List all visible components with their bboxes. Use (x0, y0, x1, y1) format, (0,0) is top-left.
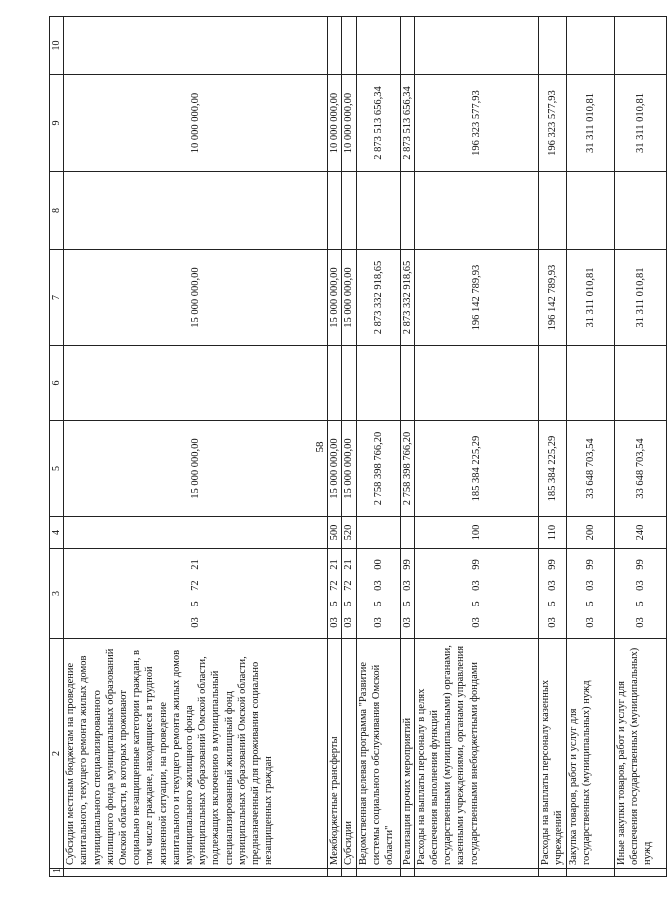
expense-type-code: 240 (614, 517, 666, 549)
row-name: Расходы на выплаты персоналу в целях обеспечения выполнения функций государственными (муниципальными) органами, казенными учреждениями, органами управления государственными внебюджетными фондами (414, 639, 538, 869)
row-index-cell (538, 869, 566, 877)
amount-col-9: 10 000 000,00 (64, 75, 328, 172)
row-index-cell (566, 869, 614, 877)
row-name: Реализация прочих мероприятий (400, 639, 414, 869)
column-number: 8 (50, 172, 64, 250)
amount-col-6 (342, 346, 356, 421)
code-part: 03 (372, 617, 384, 628)
row-index-cell (342, 869, 356, 877)
column-number: 7 (50, 250, 64, 346)
column-number: 9 (50, 75, 64, 172)
target-article-code (566, 549, 614, 639)
column-number: 2 (50, 639, 64, 869)
code-parts (634, 552, 647, 635)
code-part: 99 (470, 559, 482, 570)
column-number: 1 (50, 869, 64, 877)
code-part: 5 (372, 601, 384, 607)
code-parts (584, 552, 597, 635)
amount-col-10 (538, 17, 566, 75)
code-part: 03 (372, 580, 384, 591)
row-name: Иные закупки товаров, работ и услуг для обеспечения государственных (муниципальных) нужд (614, 639, 666, 869)
expense-type-code: 100 (414, 517, 538, 549)
amount-col-5: 15 000 000,00 (64, 421, 328, 517)
code-parts (189, 552, 202, 635)
budget-table (49, 16, 667, 877)
code-part: 21 (190, 559, 202, 570)
code-parts (342, 552, 355, 635)
code-part: 99 (401, 559, 413, 570)
page-number: 58 (314, 441, 326, 453)
amount-col-8 (566, 172, 614, 250)
table-row (400, 17, 414, 877)
row-name: Субсидии (342, 639, 356, 869)
code-part: 03 (634, 617, 646, 628)
amount-col-6 (566, 346, 614, 421)
amount-col-8 (414, 172, 538, 250)
amount-col-7: 196 142 789,93 (414, 250, 538, 346)
expense-type-code (64, 517, 328, 549)
code-part: 21 (343, 559, 355, 570)
amount-col-7: 31 311 010,81 (566, 250, 614, 346)
amount-col-10 (356, 17, 400, 75)
amount-col-10 (414, 17, 538, 75)
amount-col-5: 33 648 703,54 (566, 421, 614, 517)
row-index-cell (64, 869, 328, 877)
target-article-code (538, 549, 566, 639)
amount-col-9: 10 000 000,00 (342, 75, 356, 172)
code-part: 5 (584, 601, 596, 607)
row-name: Расходы на выплаты персоналу казенных учреждений (538, 639, 566, 869)
amount-col-5: 185 384 225,29 (538, 421, 566, 517)
row-index-cell (414, 869, 538, 877)
amount-col-5: 15 000 000,00 (328, 421, 342, 517)
code-part: 5 (329, 601, 341, 607)
column-number: 5 (50, 421, 64, 517)
amount-col-7: 31 311 010,81 (614, 250, 666, 346)
column-number: 4 (50, 517, 64, 549)
code-part: 99 (634, 559, 646, 570)
amount-col-8 (538, 172, 566, 250)
row-name: Закупка товаров, работ и услуг для государственных (муниципальных) нужд (566, 639, 614, 869)
code-part: 03 (401, 617, 413, 628)
amount-col-6 (414, 346, 538, 421)
amount-col-9: 2 873 513 656,34 (356, 75, 400, 172)
amount-col-7: 2 873 332 918,65 (400, 250, 414, 346)
table-row (342, 17, 356, 877)
amount-col-6 (400, 346, 414, 421)
code-part: 03 (470, 580, 482, 591)
column-number: 6 (50, 346, 64, 421)
target-article-code (400, 549, 414, 639)
code-part: 99 (584, 559, 596, 570)
column-number-row (50, 17, 64, 877)
code-parts (372, 552, 385, 635)
row-index-cell (400, 869, 414, 877)
code-part: 03 (190, 617, 202, 628)
code-part: 5 (634, 601, 646, 607)
code-parts (328, 552, 341, 635)
code-part: 03 (584, 617, 596, 628)
amount-col-8 (400, 172, 414, 250)
table-row (328, 17, 342, 877)
row-index-cell (356, 869, 400, 877)
code-part: 5 (470, 601, 482, 607)
amount-col-10 (614, 17, 666, 75)
amount-col-8 (614, 172, 666, 250)
code-part: 03 (546, 617, 558, 628)
column-number: 10 (50, 17, 64, 75)
amount-col-9: 196 323 577,93 (538, 75, 566, 172)
expense-type-code: 110 (538, 517, 566, 549)
amount-col-5: 15 000 000,00 (342, 421, 356, 517)
code-part: 03 (546, 580, 558, 591)
amount-col-7: 15 000 000,00 (64, 250, 328, 346)
amount-col-10 (342, 17, 356, 75)
expense-type-code (400, 517, 414, 549)
rotated-page-content (49, 17, 654, 877)
row-index-cell (614, 869, 666, 877)
code-part: 99 (546, 559, 558, 570)
row-index-cell (328, 869, 342, 877)
target-article-code (614, 549, 666, 639)
amount-col-9: 2 873 513 656,34 (400, 75, 414, 172)
amount-col-9: 31 311 010,81 (566, 75, 614, 172)
expense-type-code: 520 (342, 517, 356, 549)
amount-col-5: 185 384 225,29 (414, 421, 538, 517)
table-row (538, 17, 566, 877)
amount-col-6 (356, 346, 400, 421)
code-part: 00 (372, 559, 384, 570)
code-part: 5 (190, 601, 202, 607)
amount-col-8 (328, 172, 342, 250)
code-part: 03 (329, 617, 341, 628)
code-part: 03 (634, 580, 646, 591)
code-part: 03 (470, 617, 482, 628)
code-part: 5 (401, 601, 413, 607)
target-article-code (414, 549, 538, 639)
amount-col-7: 2 873 332 918,65 (356, 250, 400, 346)
row-name: Ведомственная целевая программа "Развитие системы социального обслуживания Омской области" (356, 639, 400, 869)
amount-col-8 (356, 172, 400, 250)
amount-col-8 (64, 172, 328, 250)
code-parts (401, 552, 414, 635)
row-name: Субсидии местным бюджетам на проведение капитального, текущего ремонта жилых домов муниципального специализированного жилищного фонда муниципальных образований Омской области, в которых проживают социально незащищенные категории граждан, в том числе граждане, находящиеся в трудной жизненной ситуации, на проведение капитального и текущего ремонта жилых домов муниципального жилищного фонда муниципальных образований Омской области, подлежащих включению в муниципальный специализированный жилищный фонд муниципальных образований Омской области, предназначенный для проживания социально незащищенных граждан (64, 639, 328, 869)
amount-col-6 (614, 346, 666, 421)
amount-col-5: 2 758 398 766,20 (356, 421, 400, 517)
amount-col-5: 33 648 703,54 (614, 421, 666, 517)
amount-col-10 (64, 17, 328, 75)
row-name: Межбюджетные трансферты (328, 639, 342, 869)
expense-type-code: 200 (566, 517, 614, 549)
code-part: 03 (584, 580, 596, 591)
amount-col-10 (566, 17, 614, 75)
expense-type-code: 500 (328, 517, 342, 549)
code-part: 72 (343, 580, 355, 591)
table-row (64, 17, 328, 877)
code-parts (546, 552, 559, 635)
table-row (414, 17, 538, 877)
table-row (566, 17, 614, 877)
amount-col-10 (328, 17, 342, 75)
amount-col-8 (342, 172, 356, 250)
code-part: 72 (190, 580, 202, 591)
amount-col-7: 196 142 789,93 (538, 250, 566, 346)
amount-col-9: 10 000 000,00 (328, 75, 342, 172)
amount-col-7: 15 000 000,00 (342, 250, 356, 346)
column-number: 3 (50, 549, 64, 639)
amount-col-10 (400, 17, 414, 75)
target-article-code (342, 549, 356, 639)
code-part: 21 (329, 559, 341, 570)
code-part: 03 (401, 580, 413, 591)
target-article-code (356, 549, 400, 639)
table-row (356, 17, 400, 877)
table-row (614, 17, 666, 877)
amount-col-6 (64, 346, 328, 421)
code-part: 5 (546, 601, 558, 607)
amount-col-6 (538, 346, 566, 421)
amount-col-9: 196 323 577,93 (414, 75, 538, 172)
amount-col-6 (328, 346, 342, 421)
amount-col-5: 2 758 398 766,20 (400, 421, 414, 517)
code-part: 5 (343, 601, 355, 607)
amount-col-9: 31 311 010,81 (614, 75, 666, 172)
expense-type-code (356, 517, 400, 549)
code-parts (470, 552, 483, 635)
code-part: 03 (343, 617, 355, 628)
code-part: 72 (329, 580, 341, 591)
target-article-code (328, 549, 342, 639)
target-article-code (64, 549, 328, 639)
amount-col-7: 15 000 000,00 (328, 250, 342, 346)
